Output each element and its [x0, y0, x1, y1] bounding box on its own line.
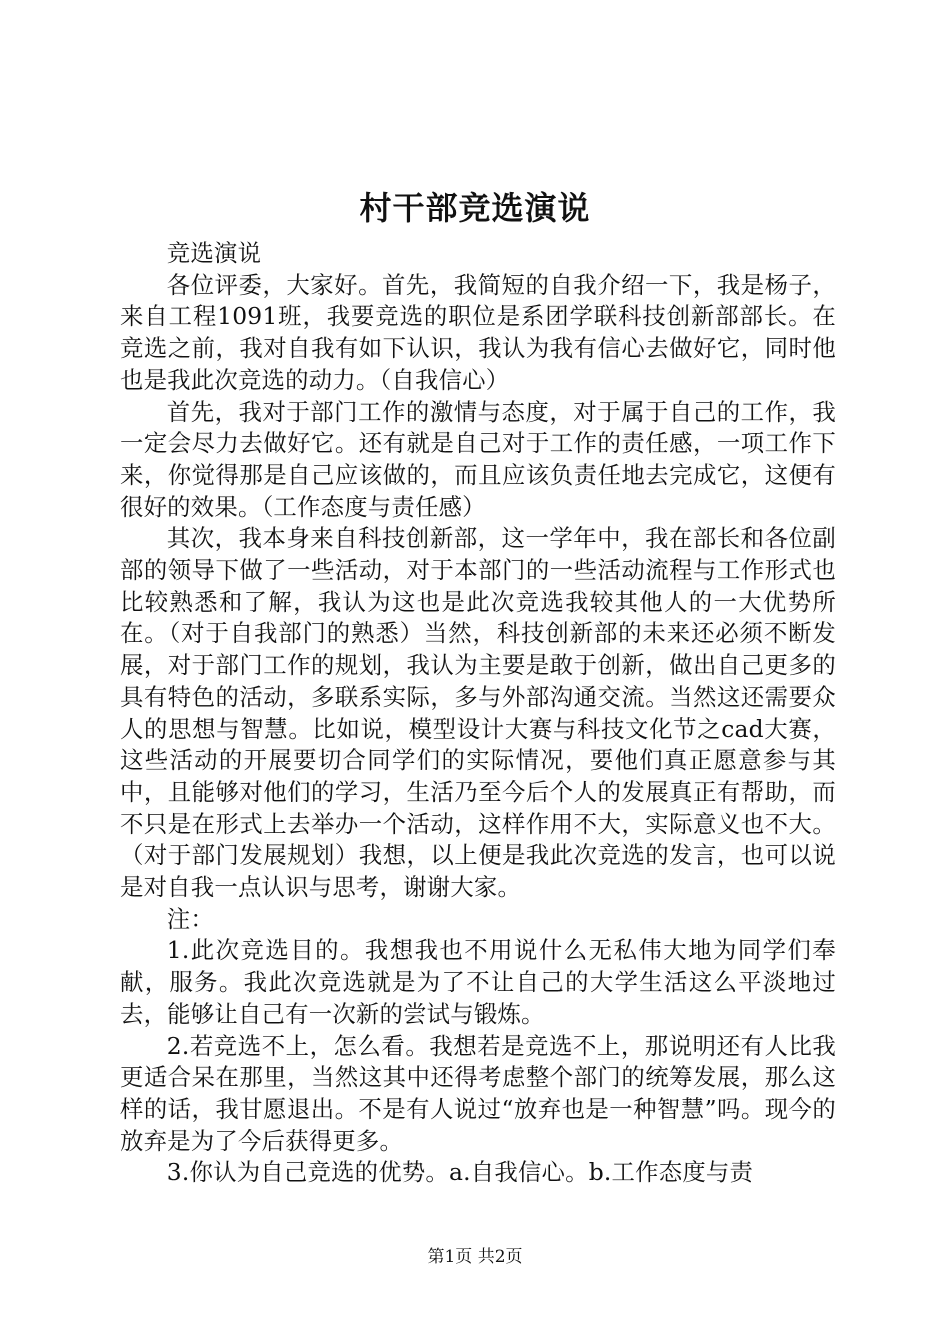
paragraph-note-3: 3.你认为自己竞选的优势。a.自我信心。b.工作态度与责 — [166, 1158, 754, 1187]
document-body — [120, 238, 836, 1189]
paragraph-note-label: 注： — [166, 904, 214, 933]
paragraph-note-2: 2.若竞选不上，怎么看。我想若是竞选不上，那说明还有人比我更适合呆在那里，当然这其中还得考虑整个部门的统筹发展，那么这样的话，我甘愿退出。不是有人说过“放弃也是一种智慧”吗。现今的放弃是为了今后获得更多。 — [120, 1031, 836, 1155]
paragraph-second-point: 其次，我本身来自科技创新部，这一学年中，我在部长和各位副部的领导下做了一些活动，对于本部门的一些活动流程与工作形式也比较熟悉和了解，我认为这也是此次竞选我较其他人的一大优势所在。（对于自我部门的熟悉）当然，科技创新部的未来还必须不断发展，对于部门工作的规划，我认为主要是敢于创新，做出自己更多的具有特色的活动，多联系实际，多与外部沟通交流。当然这还需要众人的思想与智慧。比如说，模型设计大赛与科技文化节之cad大赛，这些活动的开展要切合同学们的实际情况，要他们真正愿意参与其中，且能够对他们的学习，生活乃至今后个人的发展真正有帮助，而不只是在形式上去举办一个活动，这样作用不大，实际意义也不大。（对于部门发展规划）我想，以上便是我此次竞选的发言，也可以说是对自我一点认识与思考，谢谢大家。 — [120, 524, 836, 902]
paragraph-first-point: 首先，我对于部门工作的激情与态度，对于属于自己的工作，我一定会尽力去做好它。还有就是自己对于工作的责任感，一项工作下来，你觉得那是自己应该做的，而且应该负责任地去完成它，这便有很好的效果。（工作态度与责任感） — [120, 397, 836, 521]
paragraph-heading: 竞选演说 — [166, 239, 262, 267]
page-footer: 第1页 共2页 — [427, 1247, 523, 1267]
paragraph-note-1: 1.此次竞选目的。我想我也不用说什么无私伟大地为同学们奉献，服务。我此次竞选就是为了不让自己的大学生活这么平淡地过去，能够让自己有一次新的尝试与锻炼。 — [120, 936, 836, 1028]
document-title: 村干部竞选演说 — [359, 189, 591, 227]
paragraph-intro: 各位评委，大家好。首先，我简短的自我介绍一下，我是杨子，来自工程1091班，我要竞选的职位是系团学联科技创新部部长。在竞选之前，我对自我有如下认识，我认为我有信心去做好它，同时他也是我此次竞选的动力。（自我信心） — [120, 270, 836, 394]
